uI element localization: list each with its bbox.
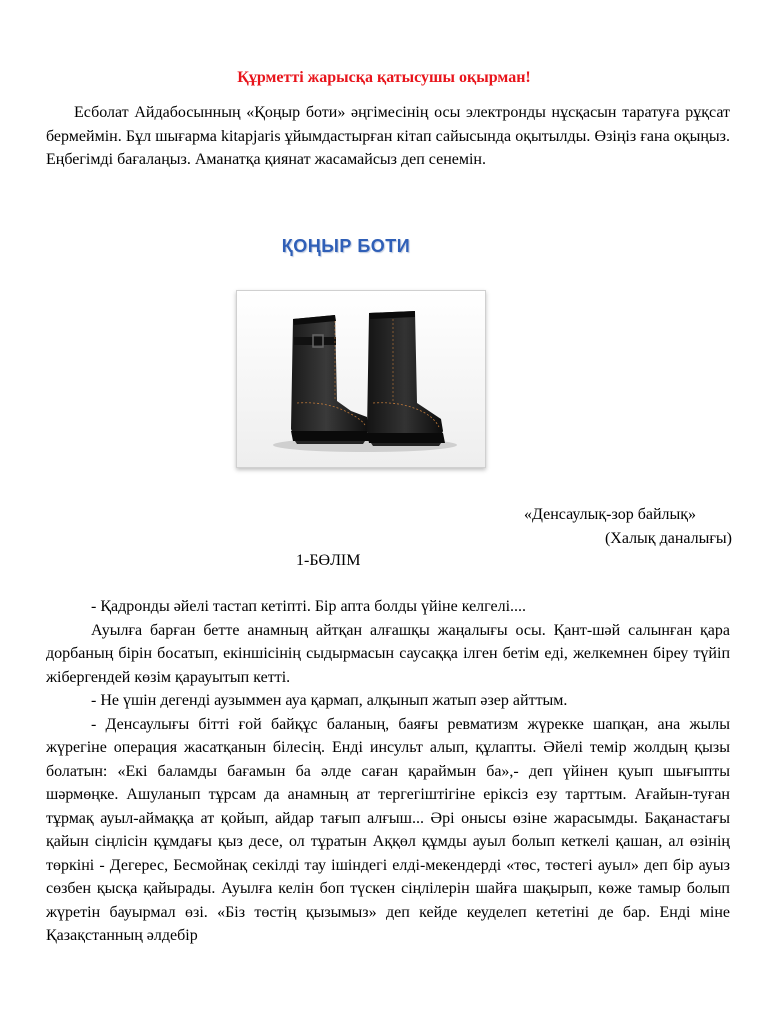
story-title: ҚОҢЫР БОТИ	[281, 236, 411, 256]
notice-title: Құрметті жарысқа қатысушы оқырман!	[237, 69, 531, 86]
part-heading: 1-БӨЛІМ	[296, 552, 361, 569]
boots-illustration	[237, 291, 485, 467]
story-paragraph: Ауылға барған бетте анамның айтқан алғашқы жаңалығы осы. Қант-шәй салынған қара дорбаның бірін босатып, екіншісінің сыдырмасын саусаққа ілген бетім еді, желкемнен біреу түйіп жібергендей көзім қарауытып кетті.	[46, 621, 730, 686]
story-text	[46, 595, 730, 948]
epigraph-quote: «Денсаулық-зор байлық»	[524, 506, 697, 523]
boots-photo	[236, 290, 486, 468]
story-paragraph: - Қадронды әйелі тастап кетіпті. Бір апта болды үйіне келгелі....	[91, 598, 527, 615]
epigraph-source: (Халық даналығы)	[604, 530, 732, 547]
story-paragraph: - Не үшін дегенді аузыммен ауа қармап, алқынып жатып әзер айттым.	[91, 692, 568, 709]
notice-body: Есболат Айдабосынның «Қоңыр боти» әңгімесінің осы электронды нұсқасын таратуға рұқсат бермеймін. Бұл шығарма kitapjaris ұйымдастырған кітап сайысында оқытылды. Өзіңіз ғана оқыңыз. Еңбегімді бағалаңыз. Аманатқа қиянат жасамайсыз деп сенемін.	[46, 104, 730, 168]
story-paragraph: - Денсаулығы бітті ғой байқұс баланың, баяғы ревматизм жүрекке шапқан, ана жылы жүрегіне операция жасатқанын білесің. Енді инсульт алып, құлапты. Әйелі темір жолдың қызы болатын: «Екі баламды бағамын ба әлде саған қараймын ба»,- деп үйінен қуып шығыпты шәрмөңке. Ашуланып тұрсам да анамның ат тергегіштігіне еріксіз езу тарттым. Ағайын-туған тұрмақ ауыл-аймаққа ат қойып, айдар тағып алғыш... Әрі онысы өзіне жарасымды. Бақанастағы қайын сіңлісін құмдағы қыз десе, ол тұратын Аққөл құмды ауыл болып кеткелі қашан, ал өзінің төркіні - Дегерес, Бесмойнақ секілді тау ішіндегі елді-мекендерді «төс, төстегі ауыл» деп бір ауыз сөзбен қысқа қайырады. Ауылға келін боп түскен сіңлілерін шайға шақырып, көже тамыр болып жүретін бауырмал өзі. «Біз төстің қызымыз» деп кейде кеуделеп кететіні де бар. Енді міне Қазақстанның әлдебір	[46, 715, 730, 944]
